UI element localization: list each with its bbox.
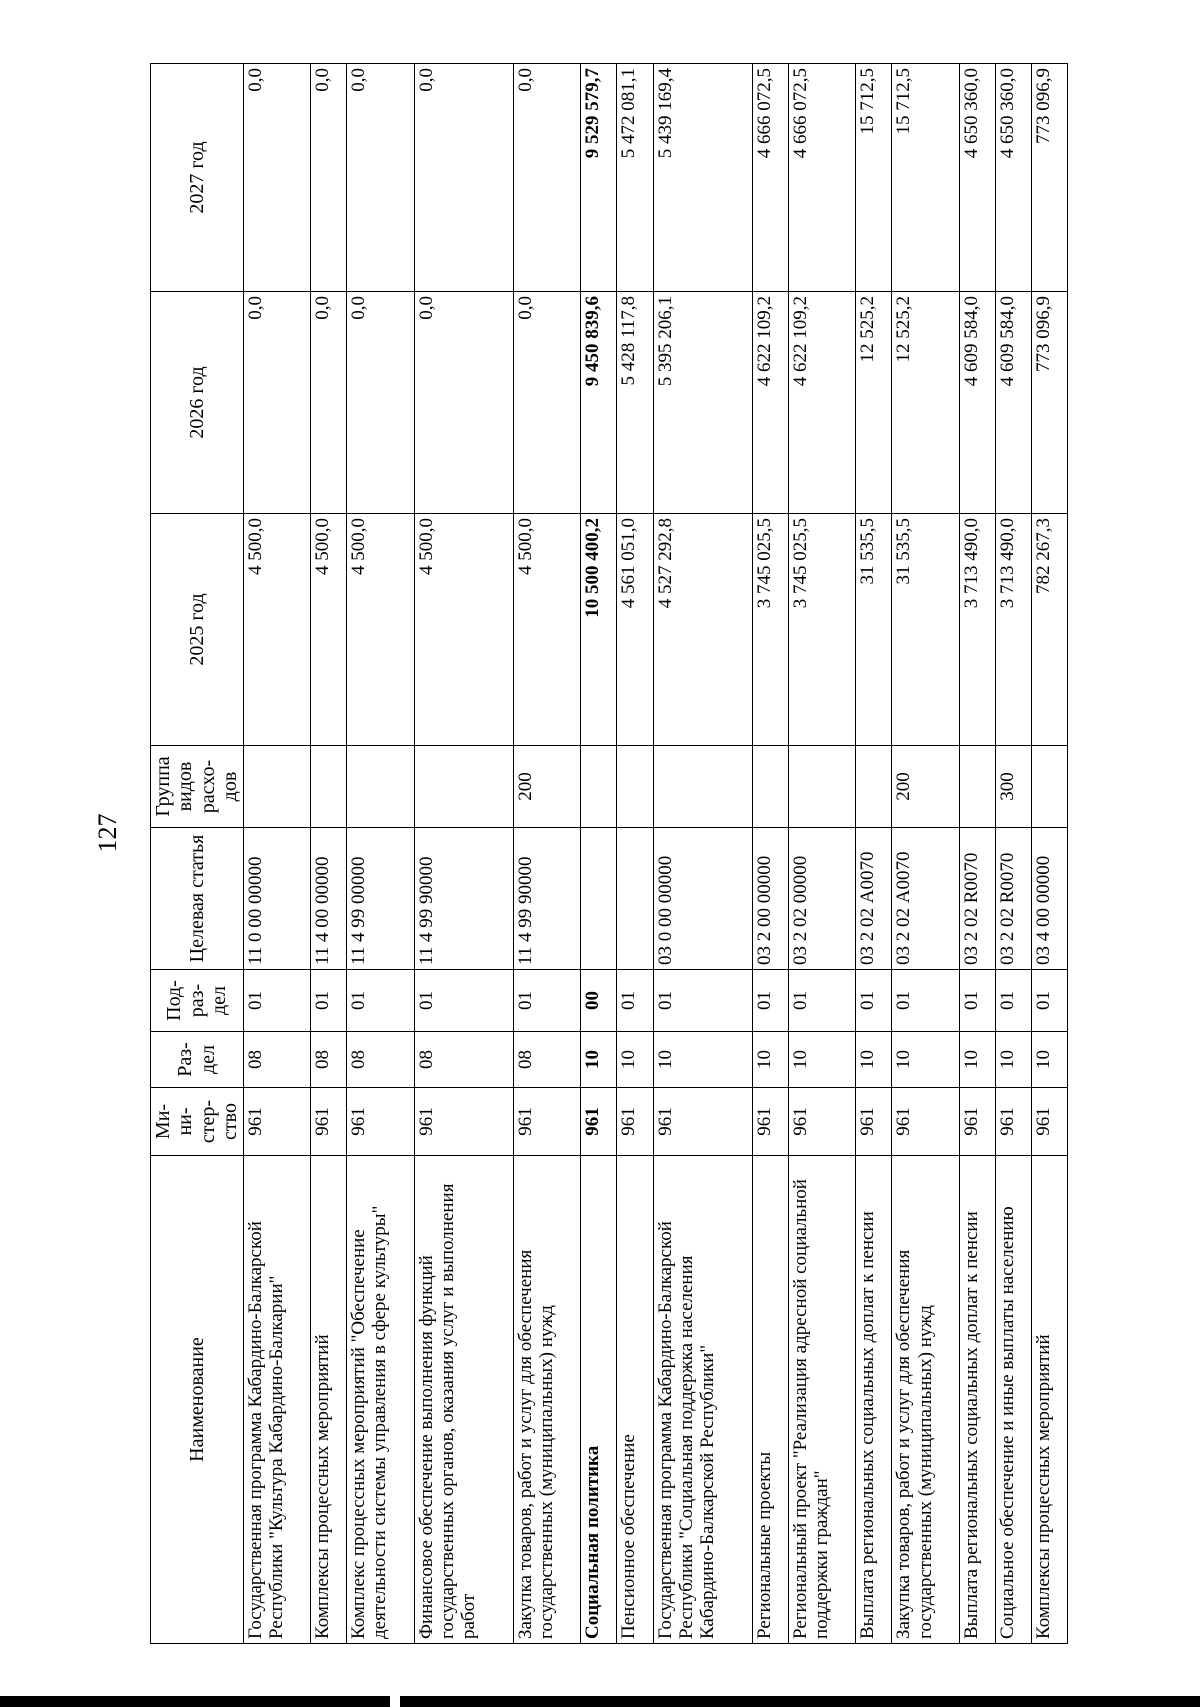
table-row: [1031, 64, 1067, 1644]
cell-ministry: 961: [856, 1088, 892, 1156]
cell-expense-group: [347, 746, 415, 828]
cell-year-2025: 4 500,0: [347, 514, 415, 746]
cell-subsection: 01: [617, 970, 653, 1032]
cell-year-2025: 4 500,0: [311, 514, 347, 746]
cell-expense-group: 200: [513, 746, 581, 828]
cell-ministry: 961: [347, 1088, 415, 1156]
cell-year-2027: 4 666 072,5: [788, 64, 856, 292]
cell-year-2025: 3 713 490,0: [959, 514, 995, 746]
table-row: [959, 64, 995, 1644]
cell-ministry: 961: [788, 1088, 856, 1156]
cell-section: 10: [959, 1032, 995, 1088]
cell-year-2027: 5 472 081,1: [617, 64, 653, 292]
cell-ministry: 961: [959, 1088, 995, 1156]
cell-subsection: 01: [513, 970, 581, 1032]
table-row: [653, 64, 752, 1644]
cell-expense-group: 300: [995, 746, 1031, 828]
header-year-2026: 2026 год: [151, 292, 244, 514]
cell-year-2027: 0,0: [243, 64, 311, 292]
cell-year-2025: 3 745 025,5: [752, 514, 788, 746]
cell-target-article: 03 0 00 00000: [653, 828, 752, 970]
cell-ministry: 961: [995, 1088, 1031, 1156]
cell-year-2025: 4 527 292,8: [653, 514, 752, 746]
cell-section: 10: [752, 1032, 788, 1088]
cell-name: Региональные проекты: [752, 1156, 788, 1644]
cell-ministry: 961: [892, 1088, 960, 1156]
cell-year-2026: 4 622 109,2: [752, 292, 788, 514]
cell-expense-group: [653, 746, 752, 828]
cell-year-2026: 773 096,9: [1031, 292, 1067, 514]
cell-subsection: 01: [414, 970, 513, 1032]
cell-target-article: 11 0 00 00000: [243, 828, 311, 970]
table-row: [513, 64, 581, 1644]
cell-ministry: 961: [243, 1088, 311, 1156]
cell-name: Пенсионное обеспечение: [617, 1156, 653, 1644]
scan-bottom-border: [0, 1696, 1200, 1707]
cell-expense-group: 200: [892, 746, 960, 828]
cell-ministry: 961: [653, 1088, 752, 1156]
cell-expense-group: [856, 746, 892, 828]
cell-expense-group: [1031, 746, 1067, 828]
cell-target-article: 03 2 02 R0070: [995, 828, 1031, 970]
cell-expense-group: [788, 746, 856, 828]
cell-target-article: 03 2 02 А0070: [892, 828, 960, 970]
cell-year-2027: 15 712,5: [892, 64, 960, 292]
cell-target-article: 03 2 02 00000: [788, 828, 856, 970]
cell-expense-group: [311, 746, 347, 828]
cell-section: 08: [414, 1032, 513, 1088]
cell-expense-group: [959, 746, 995, 828]
cell-subsection: 01: [653, 970, 752, 1032]
cell-name: Финансовое обеспечение выполнения функций государственных органов, оказания услуг и выполнения работ: [414, 1156, 513, 1644]
cell-year-2026: 4 609 584,0: [995, 292, 1031, 514]
cell-year-2026: 0,0: [414, 292, 513, 514]
cell-year-2027: 4 650 360,0: [959, 64, 995, 292]
table-row: [995, 64, 1031, 1644]
cell-year-2026: 0,0: [513, 292, 581, 514]
cell-subsection: 01: [1031, 970, 1067, 1032]
cell-name: Выплата региональных социальных доплат к пенсии: [959, 1156, 995, 1644]
cell-year-2027: 0,0: [513, 64, 581, 292]
cell-name: Государственная программа Кабардино-Балкарской Республики "Культура Кабардино-Балкарии": [243, 1156, 311, 1644]
table-body: [243, 64, 1067, 1644]
cell-target-article: 11 4 99 00000: [347, 828, 415, 970]
scan-bottom-gap: [390, 1696, 400, 1707]
header-subsection: Под-раз-дел: [151, 970, 244, 1032]
cell-year-2025: 31 535,5: [892, 514, 960, 746]
cell-year-2026: 0,0: [347, 292, 415, 514]
table-row: [788, 64, 856, 1644]
table-row: [414, 64, 513, 1644]
cell-year-2026: 12 525,2: [856, 292, 892, 514]
cell-year-2025: 4 500,0: [243, 514, 311, 746]
cell-name: Комплексы процессных мероприятий: [311, 1156, 347, 1644]
cell-subsection: 00: [581, 970, 617, 1032]
header-expense-group: Группа видов расхо-дов: [151, 746, 244, 828]
cell-year-2025: 4 500,0: [513, 514, 581, 746]
header-section: Раз-дел: [151, 1032, 244, 1088]
cell-year-2027: 5 439 169,4: [653, 64, 752, 292]
cell-subsection: 01: [347, 970, 415, 1032]
cell-year-2027: 15 712,5: [856, 64, 892, 292]
cell-ministry: 961: [1031, 1088, 1067, 1156]
cell-year-2025: 31 535,5: [856, 514, 892, 746]
cell-section: 08: [347, 1032, 415, 1088]
cell-year-2025: 4 500,0: [414, 514, 513, 746]
cell-subsection: 01: [995, 970, 1031, 1032]
table-row: [617, 64, 653, 1644]
cell-year-2026: 12 525,2: [892, 292, 960, 514]
cell-year-2027: 773 096,9: [1031, 64, 1067, 292]
cell-ministry: 961: [581, 1088, 617, 1156]
cell-year-2025: 10 500 400,2: [581, 514, 617, 746]
cell-target-article: 03 2 02 А0070: [856, 828, 892, 970]
cell-year-2025: 782 267,3: [1031, 514, 1067, 746]
table-row: [892, 64, 960, 1644]
cell-name: Комплексы процессных мероприятий: [1031, 1156, 1067, 1644]
cell-subsection: 01: [752, 970, 788, 1032]
cell-section: 10: [581, 1032, 617, 1088]
cell-section: 10: [653, 1032, 752, 1088]
cell-year-2026: 4 609 584,0: [959, 292, 995, 514]
cell-section: 10: [1031, 1032, 1067, 1088]
cell-year-2027: 0,0: [311, 64, 347, 292]
table-row: [311, 64, 347, 1644]
table-row: [243, 64, 311, 1644]
table-row: [752, 64, 788, 1644]
cell-target-article: 03 2 00 00000: [752, 828, 788, 970]
cell-ministry: 961: [513, 1088, 581, 1156]
cell-section: 08: [243, 1032, 311, 1088]
cell-name: Региональный проект "Реализация адресной социальной поддержки граждан": [788, 1156, 856, 1644]
cell-section: 10: [788, 1032, 856, 1088]
cell-target-article: 03 2 02 R0070: [959, 828, 995, 970]
table-header-row: [151, 64, 244, 1644]
cell-name: Комплекс процессных мероприятий "Обеспечение деятельности системы управления в сфере культуры": [347, 1156, 415, 1644]
cell-target-article: 11 4 99 90000: [513, 828, 581, 970]
cell-year-2026: 5 428 117,8: [617, 292, 653, 514]
cell-target-article: 11 4 00 00000: [311, 828, 347, 970]
cell-section: 10: [892, 1032, 960, 1088]
cell-subsection: 01: [311, 970, 347, 1032]
cell-expense-group: [617, 746, 653, 828]
cell-subsection: 01: [243, 970, 311, 1032]
cell-year-2025: 4 561 051,0: [617, 514, 653, 746]
cell-section: 10: [856, 1032, 892, 1088]
cell-section: 08: [311, 1032, 347, 1088]
header-ministry: Ми-ни-стер-ство: [151, 1088, 244, 1156]
cell-ministry: 961: [752, 1088, 788, 1156]
cell-subsection: 01: [892, 970, 960, 1032]
header-name: Наименование: [151, 1156, 244, 1644]
cell-name: Закупка товаров, работ и услуг для обеспечения государственных (муниципальных) нужд: [513, 1156, 581, 1644]
cell-subsection: 01: [788, 970, 856, 1032]
cell-target-article: 03 4 00 00000: [1031, 828, 1067, 970]
cell-year-2026: 9 450 839,6: [581, 292, 617, 514]
cell-section: 10: [995, 1032, 1031, 1088]
cell-ministry: 961: [311, 1088, 347, 1156]
cell-year-2027: 4 650 360,0: [995, 64, 1031, 292]
cell-year-2026: 0,0: [311, 292, 347, 514]
cell-year-2025: 3 713 490,0: [995, 514, 1031, 746]
cell-year-2026: 0,0: [243, 292, 311, 514]
cell-expense-group: [414, 746, 513, 828]
cell-year-2026: 4 622 109,2: [788, 292, 856, 514]
cell-subsection: 01: [959, 970, 995, 1032]
cell-target-article: 11 4 99 90000: [414, 828, 513, 970]
cell-year-2027: 9 529 579,7: [581, 64, 617, 292]
cell-expense-group: [581, 746, 617, 828]
cell-expense-group: [243, 746, 311, 828]
table-row: [347, 64, 415, 1644]
cell-ministry: 961: [414, 1088, 513, 1156]
table-row: [856, 64, 892, 1644]
cell-name: Государственная программа Кабардино-Балкарской Республики "Социальная поддержка населения Кабардино-Балкарской Республики": [653, 1156, 752, 1644]
header-target-article: Целевая статья: [151, 828, 244, 970]
budget-table: [150, 63, 1068, 1644]
cell-year-2027: 4 666 072,5: [752, 64, 788, 292]
cell-expense-group: [752, 746, 788, 828]
table-row: [581, 64, 617, 1644]
cell-year-2027: 0,0: [347, 64, 415, 292]
budget-table-wrapper: [150, 64, 1068, 1644]
cell-section: 08: [513, 1032, 581, 1088]
cell-name: Социальное обеспечение и иные выплаты населению: [995, 1156, 1031, 1644]
cell-year-2027: 0,0: [414, 64, 513, 292]
header-year-2027: 2027 год: [151, 64, 244, 292]
cell-section: 10: [617, 1032, 653, 1088]
cell-ministry: 961: [617, 1088, 653, 1156]
cell-target-article: [581, 828, 617, 970]
cell-name: Выплата региональных социальных доплат к пенсии: [856, 1156, 892, 1644]
cell-target-article: [617, 828, 653, 970]
cell-year-2025: 3 745 025,5: [788, 514, 856, 746]
cell-subsection: 01: [856, 970, 892, 1032]
cell-year-2026: 5 395 206,1: [653, 292, 752, 514]
page-number: 127: [93, 813, 122, 853]
cell-name: Закупка товаров, работ и услуг для обеспечения государственных (муниципальных) нужд: [892, 1156, 960, 1644]
header-year-2025: 2025 год: [151, 514, 244, 746]
cell-name: Социальная политика: [581, 1156, 617, 1644]
